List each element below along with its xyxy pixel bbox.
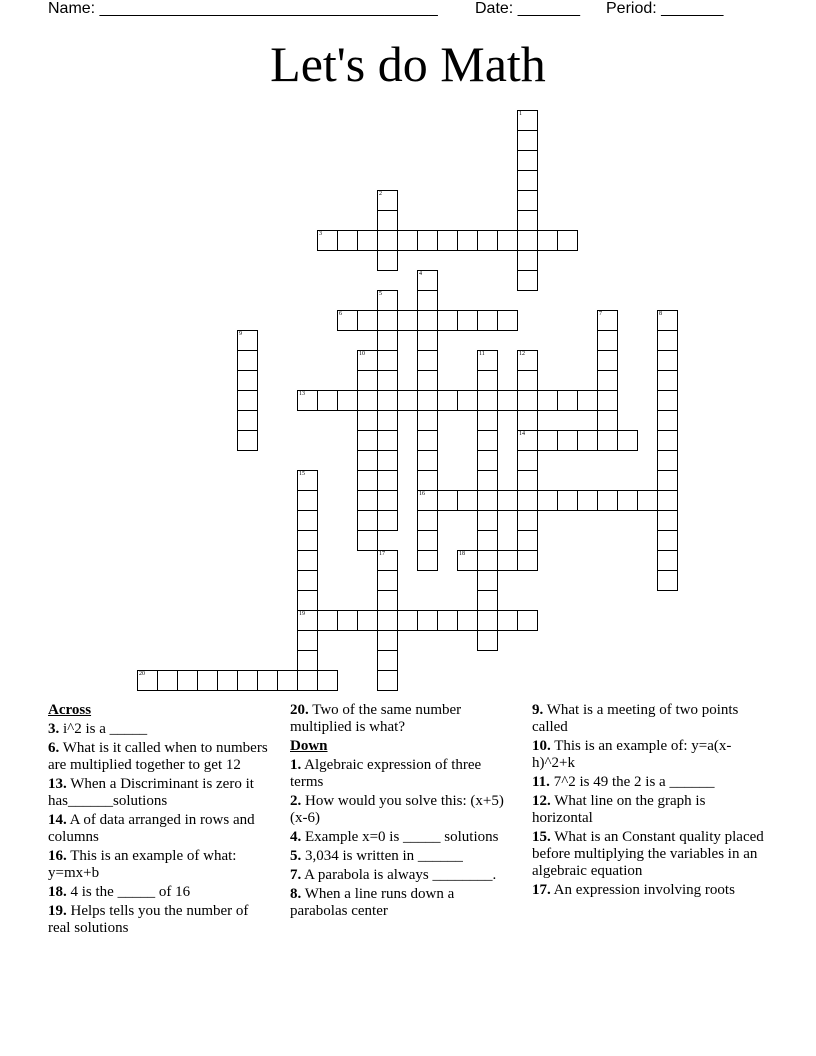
crossword-cell[interactable] xyxy=(637,490,658,511)
crossword-cell[interactable] xyxy=(377,390,398,411)
crossword-cell[interactable] xyxy=(657,370,678,391)
clue-item xyxy=(290,793,515,827)
crossword-cell[interactable] xyxy=(557,390,578,411)
crossword-cell[interactable] xyxy=(537,430,558,451)
crossword-cell[interactable] xyxy=(397,230,418,251)
crossword-cell[interactable] xyxy=(597,350,618,371)
crossword-cell[interactable] xyxy=(517,170,538,191)
crossword-cell[interactable] xyxy=(477,410,498,431)
crossword-cell[interactable] xyxy=(377,650,398,671)
crossword-cell[interactable] xyxy=(437,610,458,631)
crossword-cell[interactable] xyxy=(177,670,198,691)
crossword-cell[interactable] xyxy=(517,350,538,371)
crossword-cell[interactable] xyxy=(417,310,438,331)
crossword-cell[interactable] xyxy=(277,670,298,691)
crossword-cell[interactable] xyxy=(517,150,538,171)
crossword-cell[interactable] xyxy=(517,250,538,271)
crossword-cell[interactable] xyxy=(377,350,398,371)
crossword-cell[interactable] xyxy=(477,430,498,451)
crossword-cell[interactable] xyxy=(477,550,498,571)
crossword-cell[interactable] xyxy=(357,530,378,551)
crossword-cell[interactable] xyxy=(417,350,438,371)
clue-number: 20 xyxy=(139,671,145,677)
clue-number: 18 xyxy=(459,551,465,557)
crossword-cell[interactable] xyxy=(337,610,358,631)
crossword-cell[interactable] xyxy=(657,310,678,331)
crossword-cell[interactable] xyxy=(297,670,318,691)
clue-item xyxy=(532,702,768,736)
clue-item xyxy=(290,867,515,884)
crossword-cell[interactable] xyxy=(437,310,458,331)
down-heading: Down xyxy=(290,738,328,754)
crossword-cell[interactable] xyxy=(457,390,478,411)
crossword-cell[interactable] xyxy=(237,390,258,411)
crossword-cell[interactable] xyxy=(517,490,538,511)
crossword-cell[interactable] xyxy=(357,370,378,391)
crossword-cell[interactable] xyxy=(297,630,318,651)
crossword-cell[interactable] xyxy=(477,450,498,471)
crossword-cell[interactable] xyxy=(377,190,398,211)
crossword-cell[interactable] xyxy=(457,490,478,511)
crossword-cell[interactable] xyxy=(657,410,678,431)
crossword-cell[interactable] xyxy=(497,310,518,331)
crossword-cell[interactable] xyxy=(357,230,378,251)
clue-number: 15 xyxy=(299,471,305,477)
clue-number: 20. xyxy=(290,702,309,718)
crossword-cell[interactable] xyxy=(317,670,338,691)
crossword-cell[interactable] xyxy=(557,490,578,511)
crossword-cell[interactable] xyxy=(377,670,398,691)
clue-item xyxy=(532,882,768,899)
clue-number: 4 xyxy=(419,271,422,277)
crossword-cell[interactable] xyxy=(377,210,398,231)
crossword-cell[interactable] xyxy=(357,450,378,471)
clue-text: How would you solve this: (x+5)(x-6) xyxy=(290,793,504,826)
crossword-cell[interactable] xyxy=(477,390,498,411)
clue-number: 1 xyxy=(519,111,522,117)
crossword-cell[interactable] xyxy=(417,490,438,511)
crossword-cell[interactable] xyxy=(657,510,678,531)
crossword-cell[interactable] xyxy=(297,470,318,491)
crossword-cell[interactable] xyxy=(417,610,438,631)
crossword-cell[interactable] xyxy=(597,390,618,411)
crossword-cell[interactable] xyxy=(237,370,258,391)
crossword-cell[interactable] xyxy=(597,430,618,451)
clue-number: 16. xyxy=(48,848,67,864)
crossword-cell[interactable] xyxy=(517,130,538,151)
clue-item xyxy=(48,740,273,774)
clue-text: What is an Constant quality placed before multiplying the variables in an algebraic equation xyxy=(532,829,764,879)
across-heading: Across xyxy=(48,702,92,718)
clue-number: 4. xyxy=(290,829,302,845)
clue-number: 17. xyxy=(532,882,551,898)
clue-number: 13 xyxy=(299,391,305,397)
crossword-cell[interactable] xyxy=(517,550,538,571)
clue-text: An expression involving roots xyxy=(550,882,735,898)
clue-item xyxy=(290,886,515,920)
crossword-cell[interactable] xyxy=(237,430,258,451)
crossword-cell[interactable] xyxy=(617,430,638,451)
crossword-cell[interactable] xyxy=(577,490,598,511)
crossword-cell[interactable] xyxy=(377,610,398,631)
crossword-cell[interactable] xyxy=(477,230,498,251)
crossword-cell[interactable] xyxy=(657,390,678,411)
crossword-cell[interactable] xyxy=(417,510,438,531)
crossword-cell[interactable] xyxy=(517,190,538,211)
crossword-cell[interactable] xyxy=(517,470,538,491)
crossword-cell[interactable] xyxy=(517,530,538,551)
crossword-cell[interactable] xyxy=(517,370,538,391)
crossword-cell[interactable] xyxy=(657,570,678,591)
crossword-cell[interactable] xyxy=(457,230,478,251)
crossword-cell[interactable] xyxy=(497,550,518,571)
clue-text: 3,034 is written in ______ xyxy=(301,848,463,864)
crossword-cell[interactable] xyxy=(357,470,378,491)
crossword-cell[interactable] xyxy=(337,390,358,411)
crossword-cell[interactable] xyxy=(437,230,458,251)
crossword-cell[interactable] xyxy=(477,350,498,371)
clue-text: Two of the same number multiplied is what? xyxy=(290,702,462,735)
crossword-cell[interactable] xyxy=(337,310,358,331)
crossword-cell[interactable] xyxy=(417,290,438,311)
crossword-cell[interactable] xyxy=(517,410,538,431)
crossword-cell[interactable] xyxy=(497,390,518,411)
crossword-cell[interactable] xyxy=(477,490,498,511)
crossword-cell[interactable] xyxy=(537,230,558,251)
clue-number: 10 xyxy=(359,351,365,357)
crossword-cell[interactable] xyxy=(597,410,618,431)
crossword-cell[interactable] xyxy=(377,330,398,351)
clue-number: 17 xyxy=(379,551,385,557)
clue-text: 4 is the _____ of 16 xyxy=(66,884,191,900)
clue-text: A parabola is always ________. xyxy=(301,867,497,883)
date-field[interactable]: Date: _______ xyxy=(475,0,580,17)
clue-number: 5. xyxy=(290,848,302,864)
clue-text: What line on the graph is horizontal xyxy=(532,793,706,826)
clue-item xyxy=(48,884,273,901)
crossword-cell[interactable] xyxy=(357,610,378,631)
crossword-cell[interactable] xyxy=(517,510,538,531)
crossword-cell[interactable] xyxy=(417,530,438,551)
clue-number: 9. xyxy=(532,702,544,718)
crossword-cell[interactable] xyxy=(597,490,618,511)
clue-text: Helps tells you the number of real solutions xyxy=(48,903,249,936)
crossword-cell[interactable] xyxy=(317,230,338,251)
crossword-cell[interactable] xyxy=(297,530,318,551)
clue-number: 3 xyxy=(319,231,322,237)
crossword-cell[interactable] xyxy=(357,390,378,411)
clue-text: When a line runs down a parabolas center xyxy=(290,886,455,919)
crossword-cell[interactable] xyxy=(377,370,398,391)
crossword-cell[interactable] xyxy=(237,350,258,371)
crossword-cell[interactable] xyxy=(337,230,358,251)
clue-number: 16 xyxy=(419,491,425,497)
crossword-cell[interactable] xyxy=(297,610,318,631)
crossword-cell[interactable] xyxy=(377,470,398,491)
crossword-cell[interactable] xyxy=(377,570,398,591)
crossword-cell[interactable] xyxy=(397,610,418,631)
clue-number: 8. xyxy=(290,886,302,902)
crossword-cell[interactable] xyxy=(297,570,318,591)
crossword-cell[interactable] xyxy=(517,110,538,131)
crossword-cell[interactable] xyxy=(417,470,438,491)
name-field[interactable]: Name: ______________________________________ xyxy=(48,0,438,17)
clue-text: Algebraic expression of three terms xyxy=(290,757,482,790)
clue-text: What is a meeting of two points called xyxy=(532,702,739,735)
clue-item xyxy=(290,702,515,736)
clue-number: 11. xyxy=(532,774,550,790)
crossword-cell[interactable] xyxy=(497,610,518,631)
crossword-cell[interactable] xyxy=(477,610,498,631)
crossword-cell[interactable] xyxy=(357,430,378,451)
crossword-cell[interactable] xyxy=(517,430,538,451)
clue-number: 15. xyxy=(532,829,551,845)
crossword-cell[interactable] xyxy=(557,230,578,251)
clue-item xyxy=(290,757,515,791)
crossword-cell[interactable] xyxy=(497,230,518,251)
clue-column-1 xyxy=(48,702,273,939)
crossword-cell[interactable] xyxy=(377,550,398,571)
crossword-cell[interactable] xyxy=(597,370,618,391)
crossword-cell[interactable] xyxy=(377,430,398,451)
clue-item xyxy=(290,848,515,865)
crossword-cell[interactable] xyxy=(517,210,538,231)
crossword-cell[interactable] xyxy=(237,410,258,431)
crossword-cell[interactable] xyxy=(297,550,318,571)
clue-number: 9 xyxy=(239,331,242,337)
crossword-cell[interactable] xyxy=(137,670,158,691)
crossword-cell[interactable] xyxy=(377,410,398,431)
clue-number: 1. xyxy=(290,757,302,773)
clue-number: 19. xyxy=(48,903,67,919)
crossword-cell[interactable] xyxy=(237,330,258,351)
crossword-cell[interactable] xyxy=(657,490,678,511)
crossword-cell[interactable] xyxy=(477,570,498,591)
clue-number: 11 xyxy=(479,351,485,357)
crossword-cell[interactable] xyxy=(437,490,458,511)
clue-number: 14. xyxy=(48,812,67,828)
clue-text: This is an example of what: y=mx+b xyxy=(48,848,237,881)
crossword-cell[interactable] xyxy=(377,630,398,651)
clue-item xyxy=(48,721,273,738)
crossword-cell[interactable] xyxy=(297,650,318,671)
clue-text: i^2 is a _____ xyxy=(59,721,148,737)
page-title: Let's do Math xyxy=(270,36,546,92)
clue-number: 7 xyxy=(599,311,602,317)
clue-text: When a Discriminant is zero it has______solutions xyxy=(48,776,254,809)
crossword-cell[interactable] xyxy=(657,450,678,471)
crossword-cell[interactable] xyxy=(377,510,398,531)
clue-text: A of data arranged in rows and columns xyxy=(48,812,255,845)
crossword-cell[interactable] xyxy=(377,450,398,471)
crossword-cell[interactable] xyxy=(377,290,398,311)
crossword-cell[interactable] xyxy=(497,490,518,511)
crossword-cell[interactable] xyxy=(237,670,258,691)
crossword-cell[interactable] xyxy=(657,430,678,451)
clue-text: 7^2 is 49 the 2 is a ______ xyxy=(549,774,715,790)
clue-column-3 xyxy=(532,702,768,901)
crossword-cell[interactable] xyxy=(517,270,538,291)
clue-number: 6. xyxy=(48,740,60,756)
crossword-cell[interactable] xyxy=(457,550,478,571)
clue-item xyxy=(290,829,515,846)
crossword-cell[interactable] xyxy=(657,330,678,351)
crossword-cell[interactable] xyxy=(417,550,438,571)
crossword-cell[interactable] xyxy=(297,490,318,511)
crossword-cell[interactable] xyxy=(437,390,458,411)
crossword-cell[interactable] xyxy=(417,230,438,251)
crossword-cell[interactable] xyxy=(397,390,418,411)
crossword-cell[interactable] xyxy=(157,670,178,691)
crossword-cell[interactable] xyxy=(357,310,378,331)
clue-column-2 xyxy=(290,702,515,922)
clue-item xyxy=(532,738,768,772)
clue-number: 7. xyxy=(290,867,302,883)
crossword-cell[interactable] xyxy=(517,390,538,411)
clue-number: 18. xyxy=(48,884,67,900)
clue-number: 5 xyxy=(379,291,382,297)
crossword-cell[interactable] xyxy=(317,390,338,411)
crossword-cell[interactable] xyxy=(417,410,438,431)
clue-item xyxy=(48,848,273,882)
crossword-cell[interactable] xyxy=(317,610,338,631)
crossword-cell[interactable] xyxy=(477,470,498,491)
crossword-cell[interactable] xyxy=(297,390,318,411)
crossword-cell[interactable] xyxy=(477,310,498,331)
crossword-cell[interactable] xyxy=(417,450,438,471)
crossword-cell[interactable] xyxy=(557,430,578,451)
crossword-cell[interactable] xyxy=(417,430,438,451)
crossword-cell[interactable] xyxy=(477,590,498,611)
crossword-cell[interactable] xyxy=(417,370,438,391)
crossword-cell[interactable] xyxy=(537,490,558,511)
crossword-cell[interactable] xyxy=(597,330,618,351)
clue-item xyxy=(532,829,768,880)
crossword-cell[interactable] xyxy=(517,610,538,631)
crossword-cell[interactable] xyxy=(397,310,418,331)
clue-number: 6 xyxy=(339,311,342,317)
crossword-cell[interactable] xyxy=(417,330,438,351)
crossword-cell[interactable] xyxy=(297,590,318,611)
clue-number: 2. xyxy=(290,793,302,809)
clue-item xyxy=(48,776,273,810)
crossword-cell[interactable] xyxy=(377,230,398,251)
crossword-cell[interactable] xyxy=(657,350,678,371)
clue-item xyxy=(48,812,273,846)
clue-text: Example x=0 is _____ solutions xyxy=(301,829,499,845)
clue-number: 12 xyxy=(519,351,525,357)
crossword-cell[interactable] xyxy=(257,670,278,691)
clue-number: 14 xyxy=(519,431,525,437)
crossword-cell[interactable] xyxy=(457,610,478,631)
crossword-cell[interactable] xyxy=(657,550,678,571)
crossword-cell[interactable] xyxy=(577,390,598,411)
period-field[interactable]: Period: _______ xyxy=(606,0,724,17)
clue-number: 13. xyxy=(48,776,67,792)
crossword-cell[interactable] xyxy=(377,310,398,331)
crossword-cell[interactable] xyxy=(417,270,438,291)
crossword-cell[interactable] xyxy=(457,310,478,331)
crossword-cell[interactable] xyxy=(657,470,678,491)
crossword-cell[interactable] xyxy=(537,390,558,411)
clue-text: This is an example of: y=a(x-h)^2+k xyxy=(532,738,732,771)
crossword-cell[interactable] xyxy=(477,370,498,391)
crossword-cell[interactable] xyxy=(517,450,538,471)
crossword-cell[interactable] xyxy=(657,530,678,551)
clue-number: 2 xyxy=(379,191,382,197)
clue-number: 8 xyxy=(659,311,662,317)
crossword-cell[interactable] xyxy=(477,630,498,651)
crossword-cell[interactable] xyxy=(377,590,398,611)
clue-number: 12. xyxy=(532,793,551,809)
clue-number: 19 xyxy=(299,611,305,617)
crossword-cell[interactable] xyxy=(357,350,378,371)
crossword-cell[interactable] xyxy=(617,490,638,511)
crossword-cell[interactable] xyxy=(577,430,598,451)
crossword-cell[interactable] xyxy=(597,310,618,331)
clue-number: 3. xyxy=(48,721,60,737)
crossword-cell[interactable] xyxy=(477,530,498,551)
crossword-cell[interactable] xyxy=(417,390,438,411)
clue-text: What is it called when to numbers are multiplied together to get 12 xyxy=(48,740,268,773)
crossword-cell[interactable] xyxy=(297,510,318,531)
crossword-cell[interactable] xyxy=(377,250,398,271)
crossword-cell[interactable] xyxy=(377,490,398,511)
crossword-cell[interactable] xyxy=(357,410,378,431)
crossword-cell[interactable] xyxy=(517,230,538,251)
clue-item xyxy=(48,903,273,937)
clue-number: 10. xyxy=(532,738,551,754)
crossword-cell[interactable] xyxy=(357,510,378,531)
clue-item xyxy=(532,793,768,827)
clue-item xyxy=(532,774,768,791)
crossword-cell[interactable] xyxy=(197,670,218,691)
crossword-cell[interactable] xyxy=(477,510,498,531)
crossword-cell[interactable] xyxy=(217,670,238,691)
crossword-cell[interactable] xyxy=(357,490,378,511)
